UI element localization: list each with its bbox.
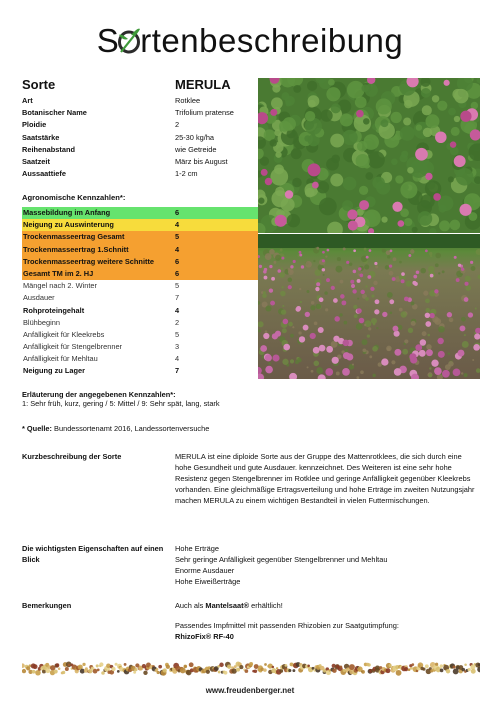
agro-row: Rohproteingehalt 4 [23,305,180,315]
list-item: Hohe Eiweißerträge [175,577,241,586]
bemerk-line1: Auch als Mantelsaat® erhältlich! [175,601,283,610]
info-row: Reihenabstand wie Getreide [22,144,217,154]
bemerk-label: Bemerkungen [22,601,72,610]
logo-o-icon [119,24,140,57]
bemerk-line2: Passendes Impfmittel mit passenden Rhizobien zur Saatgutimpfung: [175,621,399,630]
kurz-label: Kurzbeschreibung der Sorte [22,452,122,461]
agro-row: Massebildung im Anfang 6 [22,207,258,219]
eigen-label: Die wichtigsten Eigenschaften auf einen Blick [22,544,164,564]
bemerkungen-section [22,600,482,650]
page-title [0,24,500,57]
agro-row: Mängel nach 2. Winter 5 [23,281,180,291]
info-row: Saatstärke 25-30 kg/ha [22,132,215,142]
title-prefix: S [96,22,120,59]
legend-block [22,390,482,408]
agro-row: Anfälligkeit für Kleekrebs 5 [23,329,180,339]
list-item: Sehr geringe Anfälligkeit gegenüber Stengelbrenner und Mehltau [175,555,388,564]
title-suffix: rtenbeschreibung [140,22,404,59]
bemerk-text [175,600,475,642]
eigen-list [175,543,475,587]
sorte-value: MERULA [175,77,231,92]
agro-row: Blühbeginn 2 [23,317,180,327]
legend-text: 1: Sehr früh, kurz, gering / 5: Mittel / 9: Sehr spät, lang, stark [22,399,220,408]
info-table [22,95,262,180]
info-row: Saatzeit März bis August [22,156,228,166]
agro-row: Trockenmasseertrag 1.Schnitt 4 [22,244,258,256]
seed-strip-image [22,660,480,677]
agro-row: Gesamt TM im 2. HJ 6 [22,268,258,280]
agro-row: Anfälligkeit für Mehltau 4 [23,354,180,364]
agro-row: Trockenmasseertrag weitere Schnitte 6 [22,256,258,268]
list-item: Enorme Ausdauer [175,566,235,575]
agro-table [22,207,258,378]
clover-closeup-photo [258,78,480,233]
info-row: Aussaattiefe 1-2 cm [22,169,198,179]
info-row: Botanischer Name Trifolium pratense [22,108,234,118]
kurzbeschreibung-section [22,451,482,521]
list-item: Hohe Erträge [175,544,219,553]
agro-row: Ausdauer 7 [23,293,180,303]
eigenschaften-section [22,543,482,593]
legend-heading: Erläuterung der angegebenen Kennzahlen*: [22,390,176,399]
clover-field-photo [258,234,480,379]
agro-row: Anfälligkeit für Stengelbrenner 3 [23,342,180,352]
agro-row: Neigung zu Lager 7 [23,366,180,376]
footer-url: www.freudenberger.net [205,686,295,695]
agro-row: Trockenmasseertrag Gesamt 5 [22,231,258,243]
kurz-text: MERULA ist eine diploide Sorte aus der Gruppe des Mattenrotklees, die sich durch eine hohe Gesundheit und gute Ausdauer. kennzeichnet. Des Weiteren ist eine sehr hohe Resistenz gegen Stengelbrenner im Rotklee und geringe Anfälligkeit gegenüber Kleekrebs vorhanden. Eine gleichmäßige Ertragsverteilung und hohe Erträge im zweiten Nutzungsjahr machen MERULA zu einem wichtigen Bestandteil in vielen Futtermischungen. [175,452,475,505]
info-row: Art Rotklee [22,96,201,105]
bemerk-line3: RhizoFix® RF-40 [175,632,234,641]
agro-row: Neigung zu Auswinterung 4 [22,219,258,231]
agro-heading: Agronomische Kennzahlen*: [22,193,126,202]
info-row: Ploidie 2 [22,120,180,130]
sorte-label: Sorte [22,77,56,92]
source-note: * Quelle: Bundessortenamt 2016, Landessortenversuche [22,424,210,433]
